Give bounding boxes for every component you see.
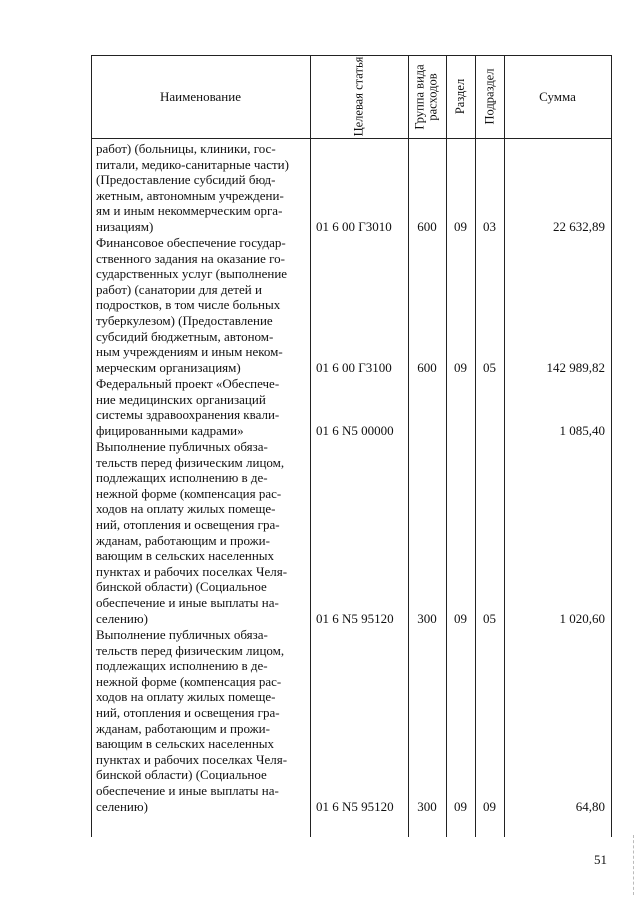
- column-divider: [408, 55, 409, 837]
- row-description: Финансовое обеспечение государ- ственного задания на оказание го- сударственных услуг (выполнение работ) (санатории для детей и подростков, в том числе больных туберкулезом) (Предоставление субсидий бюджетным, автоном- ным учреждениям и иным неком- мерческим организациям): [96, 235, 288, 375]
- row-description: Федеральный проект «Обеспече- ние медицинских организаций системы здравоохранения квали- фицированными кадрами»: [96, 376, 280, 438]
- row-description: Выполнение публичных обяза- тельств перед физическим лицом, подлежащих исполнению в де- нежной форме (компенсация рас- ходов на оплату жилых помеще- ний, отопления и освещения гра- жданам, работающим и прожи- вающим в сельских населенных пунктах и рабочих поселках Челя- бинской области) (Социальное обеспечение и иные выплаты на- селению): [96, 627, 288, 814]
- column-divider: [475, 55, 476, 837]
- row-target-code: 01 6 N5 95120: [316, 799, 394, 814]
- row-subsection: 05: [483, 360, 496, 375]
- row-sum: 1 085,40: [559, 423, 605, 438]
- row-group: 300: [417, 799, 437, 814]
- column-divider: [504, 55, 505, 837]
- row-subsection: 03: [483, 219, 496, 234]
- header-subsection: [475, 55, 504, 138]
- row-subsection: 05: [483, 611, 496, 626]
- header-section: [446, 55, 475, 138]
- row-target-code: 01 6 N5 95120: [316, 611, 394, 626]
- row-group: 600: [417, 219, 437, 234]
- row-section: 09: [454, 219, 467, 234]
- header-target: [310, 55, 408, 138]
- table-border-left: [91, 55, 92, 837]
- header-subsection-label: Подраздел: [482, 68, 496, 125]
- scan-edge-marks: [633, 835, 635, 895]
- header-sum: [504, 55, 611, 138]
- row-description: Выполнение публичных обяза- тельств перед физическим лицом, подлежащих исполнению в де- нежной форме (компенсация рас- ходов на оплату жилых помеще- ний, отопления и освещения гра- жданам, работающим и прожи- вающим в сельских населенных пунктах и рабочих поселках Челя- бинской области) (Социальное обеспечение и иные выплаты на- селению): [96, 439, 288, 626]
- header-target-label: [353, 57, 366, 137]
- row-sum: 1 020,60: [559, 611, 605, 626]
- header-group: [408, 55, 446, 138]
- column-divider: [310, 55, 311, 837]
- row-subsection: 09: [483, 799, 496, 814]
- column-divider: [446, 55, 447, 837]
- row-section: 09: [454, 799, 467, 814]
- row-section: 09: [454, 611, 467, 626]
- row-group: 600: [417, 360, 437, 375]
- row-description: работ) (больницы, клиники, гос- питали, медико-санитарные части) (Предоставление субсидий бюд- жетным, автономным учреждени- ям и иным некоммерческим орга- низациям): [96, 141, 289, 234]
- row-group: 300: [417, 611, 437, 626]
- budget-table: [91, 55, 612, 837]
- header-group-line2: расходов: [426, 72, 441, 121]
- header-target-text: Целевая статья: [351, 56, 366, 137]
- row-target-code: 01 6 00 Г3010: [316, 219, 392, 234]
- row-sum: 142 989,82: [546, 360, 605, 375]
- header-divider: [91, 138, 612, 139]
- header-name: [91, 55, 310, 138]
- header-section-label: Раздел: [453, 78, 468, 115]
- row-sum: 64,80: [575, 799, 605, 814]
- row-target-code: 01 6 00 Г3100: [316, 360, 392, 375]
- header-name-label: Наименование: [160, 88, 241, 104]
- table-border-right: [611, 55, 612, 837]
- header-sum-label: Сумма: [539, 88, 576, 104]
- page-number: 51: [594, 852, 607, 867]
- header-group-label: [414, 64, 440, 129]
- header-group-line1: Группа вида: [413, 63, 428, 130]
- row-section: 09: [454, 360, 467, 375]
- row-target-code: 01 6 N5 00000: [316, 423, 394, 438]
- row-sum: 22 632,89: [553, 219, 605, 234]
